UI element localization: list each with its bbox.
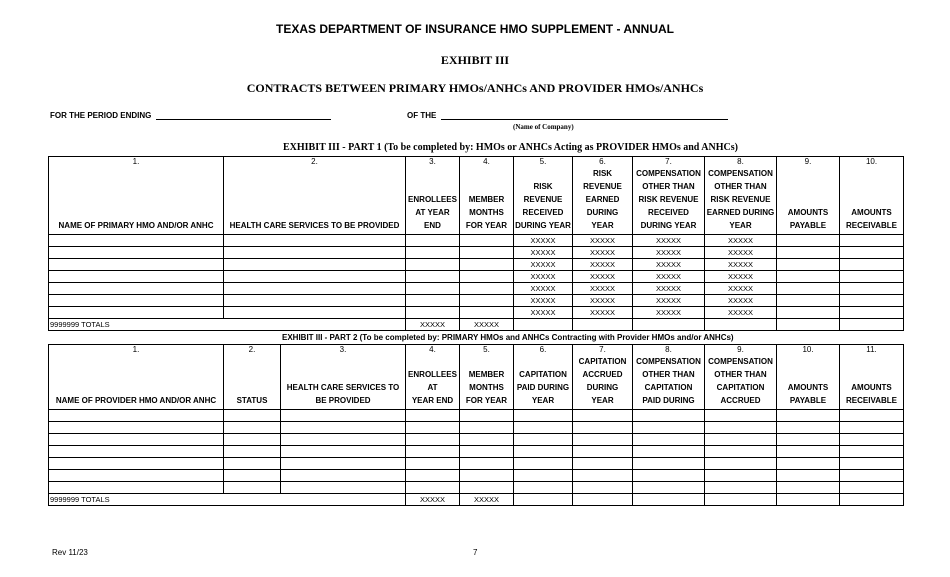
table-cell[interactable]: XXXXX <box>573 283 633 295</box>
column-header-line: MONTHS <box>469 383 504 392</box>
table-cell[interactable] <box>406 259 460 271</box>
table-cell[interactable]: XXXXX <box>514 247 573 259</box>
table-cell[interactable] <box>224 458 281 470</box>
table-cell[interactable] <box>224 235 406 247</box>
table-cell[interactable] <box>224 482 281 494</box>
table-cell[interactable] <box>460 470 514 482</box>
column-header-line: AT YEAR <box>415 208 450 217</box>
column-header-line: REVENUE <box>583 182 622 191</box>
column-number: 7. <box>633 157 705 168</box>
table-cell[interactable] <box>633 482 705 494</box>
column-header-line: CAPITATION <box>578 357 627 366</box>
table-cell[interactable] <box>705 482 777 494</box>
table-cell[interactable] <box>777 470 840 482</box>
table-cell[interactable] <box>49 259 224 271</box>
table-cell[interactable] <box>224 271 406 283</box>
table-cell[interactable] <box>406 235 460 247</box>
column-number: 3. <box>281 345 406 356</box>
table-cell[interactable] <box>633 458 705 470</box>
column-number: 4. <box>460 157 514 168</box>
table-cell[interactable] <box>460 283 514 295</box>
table-cell[interactable]: XXXXX <box>573 307 633 319</box>
table-cell[interactable]: XXXXX <box>705 259 777 271</box>
table-cell[interactable] <box>224 422 281 434</box>
column-header <box>224 167 406 235</box>
page-number: 7 <box>473 548 478 557</box>
table-cell[interactable] <box>281 422 406 434</box>
column-header-line: MEMBER <box>468 195 505 204</box>
totals-row <box>49 494 904 506</box>
table-cell[interactable] <box>49 271 224 283</box>
table-cell[interactable] <box>49 283 224 295</box>
table-cell[interactable] <box>460 422 514 434</box>
column-header <box>777 355 840 410</box>
table-cell[interactable] <box>514 482 573 494</box>
table-cell[interactable] <box>633 446 705 458</box>
table-cell[interactable] <box>840 295 904 307</box>
table-cell[interactable] <box>406 271 460 283</box>
column-header-line: NAME OF PRIMARY HMO AND/OR ANHC <box>58 221 214 230</box>
table-cell[interactable] <box>49 470 224 482</box>
table-row <box>49 434 904 446</box>
table-cell[interactable] <box>406 307 460 319</box>
table-cell[interactable] <box>573 422 633 434</box>
table-cell[interactable] <box>49 247 224 259</box>
table-cell[interactable] <box>573 470 633 482</box>
table-cell[interactable]: XXXXX <box>514 283 573 295</box>
table-cell[interactable] <box>224 434 281 446</box>
column-header <box>224 355 281 410</box>
totals-cell[interactable] <box>514 494 573 506</box>
column-header-line: PAID DURING <box>642 396 695 405</box>
column-header <box>633 167 705 235</box>
table-cell[interactable] <box>49 446 224 458</box>
table-cell[interactable]: XXXXX <box>633 283 705 295</box>
column-header <box>633 355 705 410</box>
table-cell[interactable] <box>777 247 840 259</box>
table-cell[interactable] <box>49 422 224 434</box>
totals-cell[interactable] <box>514 319 573 331</box>
column-number: 5. <box>514 157 573 168</box>
column-header <box>406 355 460 410</box>
totals-row <box>49 319 904 331</box>
column-number: 10. <box>777 345 840 356</box>
column-header-line: REVENUE <box>523 195 563 204</box>
column-header <box>840 355 904 410</box>
table-cell[interactable] <box>49 307 224 319</box>
totals-cell[interactable] <box>705 319 777 331</box>
column-number: 3. <box>406 157 460 168</box>
table-cell[interactable] <box>460 235 514 247</box>
table-cell[interactable] <box>840 458 904 470</box>
table-cell[interactable] <box>460 482 514 494</box>
column-number: 6. <box>514 345 573 356</box>
table-cell[interactable]: XXXXX <box>633 307 705 319</box>
table-cell[interactable] <box>705 470 777 482</box>
column-number: 5. <box>460 345 514 356</box>
column-header-line: COMPENSATION <box>636 169 701 178</box>
column-header-line: COMPENSATION <box>708 169 773 178</box>
table-cell[interactable] <box>406 482 460 494</box>
table-cell[interactable] <box>224 307 406 319</box>
table-cell[interactable] <box>705 434 777 446</box>
table-cell[interactable] <box>406 283 460 295</box>
table-cell[interactable] <box>406 458 460 470</box>
column-number: 2. <box>224 345 281 356</box>
table-cell[interactable] <box>49 482 224 494</box>
table-row <box>49 410 904 422</box>
table-cell[interactable] <box>406 410 460 422</box>
table-cell[interactable]: XXXXX <box>705 307 777 319</box>
totals-cell[interactable]: XXXXX <box>406 494 460 506</box>
table-cell[interactable] <box>281 458 406 470</box>
table-cell[interactable] <box>224 295 406 307</box>
table-cell[interactable] <box>705 458 777 470</box>
column-header-line: RECEIVED <box>648 208 689 217</box>
table-cell[interactable] <box>49 235 224 247</box>
table-cell[interactable] <box>49 434 224 446</box>
table-cell[interactable] <box>281 482 406 494</box>
column-number: 9. <box>705 345 777 356</box>
table-cell[interactable]: XXXXX <box>705 283 777 295</box>
table-cell[interactable] <box>514 422 573 434</box>
table-cell[interactable] <box>777 446 840 458</box>
column-header-line: STATUS <box>236 396 268 405</box>
column-header-line: NAME OF PROVIDER HMO AND/OR ANHC <box>55 396 217 405</box>
exhibit-subtitle: CONTRACTS BETWEEN PRIMARY HMOs/ANHCs AND PROVIDER HMOs/ANHCs <box>246 81 704 95</box>
column-header-line: COMPENSATION <box>708 357 773 366</box>
column-header-line: RISK REVENUE <box>710 195 771 204</box>
table-cell[interactable] <box>460 271 514 283</box>
table-cell[interactable] <box>460 295 514 307</box>
table-cell[interactable] <box>840 482 904 494</box>
totals-cell[interactable] <box>573 319 633 331</box>
table-row <box>49 470 904 482</box>
table-cell[interactable] <box>840 470 904 482</box>
table-cell[interactable]: XXXXX <box>573 295 633 307</box>
column-header-line: FOR YEAR <box>465 221 508 230</box>
column-header <box>406 167 460 235</box>
column-header-line: OTHER THAN <box>642 370 695 379</box>
part1-table <box>48 156 904 331</box>
table-cell[interactable]: XXXXX <box>514 307 573 319</box>
table-cell[interactable] <box>224 259 406 271</box>
column-header-line: PAYABLE <box>789 221 827 230</box>
column-header-line: OTHER THAN <box>642 182 695 191</box>
table-cell[interactable] <box>633 422 705 434</box>
table-cell[interactable] <box>406 422 460 434</box>
column-number: 6. <box>573 157 633 168</box>
column-header-line: RISK <box>533 182 553 191</box>
column-header-line: YEAR <box>591 396 614 405</box>
table-cell[interactable]: XXXXX <box>633 271 705 283</box>
table-cell[interactable] <box>777 458 840 470</box>
table-cell[interactable] <box>281 446 406 458</box>
part2-table <box>48 344 904 506</box>
table-row <box>49 446 904 458</box>
table-cell[interactable]: XXXXX <box>573 271 633 283</box>
part1-title: EXHIBIT III - PART 1 (To be completed by: HMOs or ANHCs Acting as PROVIDER HMOs and ANHCs) <box>283 142 738 153</box>
column-header-line: AMOUNTS <box>851 383 892 392</box>
table-cell[interactable] <box>460 434 514 446</box>
totals-cell[interactable]: XXXXX <box>406 319 460 331</box>
table-cell[interactable] <box>840 247 904 259</box>
column-number: 9. <box>777 157 840 168</box>
column-header-line: YEAR <box>531 396 555 405</box>
column-header-line: YEAR END <box>411 396 454 405</box>
column-header-line: EARNED <box>585 195 620 204</box>
table-cell[interactable] <box>281 434 406 446</box>
column-header-line: MEMBER <box>468 370 505 379</box>
column-header-line: COMPENSATION <box>636 357 701 366</box>
table-cell[interactable]: XXXXX <box>705 295 777 307</box>
totals-cell[interactable]: XXXXX <box>460 494 514 506</box>
table-cell[interactable] <box>224 410 281 422</box>
table-cell[interactable] <box>777 271 840 283</box>
column-header-line: MONTHS <box>469 208 504 217</box>
table-cell[interactable] <box>777 235 840 247</box>
column-number: 10. <box>840 157 904 168</box>
table-cell[interactable] <box>514 458 573 470</box>
table-row <box>49 458 904 470</box>
column-header-line: OTHER THAN <box>714 182 767 191</box>
column-header <box>777 167 840 235</box>
part2-title: EXHIBIT III - PART 2 (To be completed by: PRIMARY HMOs and ANHCs Contracting with Provider HMOs and/or ANHCs) <box>282 333 734 342</box>
column-header-line: HEALTH CARE SERVICES TO BE PROVIDED <box>229 221 400 230</box>
totals-cell[interactable] <box>633 319 705 331</box>
column-header-line: ENROLLEES <box>408 370 457 379</box>
table-cell[interactable] <box>406 446 460 458</box>
table-cell[interactable] <box>777 259 840 271</box>
table-cell[interactable]: XXXXX <box>705 271 777 283</box>
of-the-label: OF THE <box>407 111 437 120</box>
table-cell[interactable] <box>514 410 573 422</box>
table-row <box>49 422 904 434</box>
company-name-input[interactable] <box>441 110 728 120</box>
totals-label: 9999999 TOTALS <box>49 494 406 506</box>
totals-cell[interactable] <box>777 319 840 331</box>
column-header-line: AT <box>427 383 438 392</box>
table-cell[interactable] <box>840 307 904 319</box>
table-cell[interactable] <box>777 283 840 295</box>
period-ending-input[interactable] <box>156 110 331 120</box>
column-header-line: RISK REVENUE <box>638 195 699 204</box>
table-cell[interactable] <box>840 422 904 434</box>
company-field <box>407 110 728 120</box>
totals-label: 9999999 TOTALS <box>49 319 406 331</box>
table-cell[interactable] <box>49 458 224 470</box>
company-name-caption: (Name of Company) <box>513 123 574 131</box>
table-cell[interactable] <box>49 410 224 422</box>
table-cell[interactable] <box>224 283 406 295</box>
column-header-line: CAPITATION <box>519 370 567 379</box>
table-cell[interactable]: XXXXX <box>573 247 633 259</box>
column-header-line: ACCRUED <box>720 396 761 405</box>
table-cell[interactable] <box>840 434 904 446</box>
column-header-line: FOR YEAR <box>465 396 508 405</box>
column-header-line: YEAR <box>729 221 752 230</box>
table-cell[interactable] <box>777 295 840 307</box>
table-cell[interactable]: XXXXX <box>633 259 705 271</box>
table-cell[interactable] <box>840 235 904 247</box>
column-number: 8. <box>633 345 705 356</box>
totals-cell[interactable] <box>840 494 904 506</box>
table-cell[interactable] <box>840 410 904 422</box>
table-cell[interactable]: XXXXX <box>514 271 573 283</box>
table-cell[interactable]: XXXXX <box>633 295 705 307</box>
column-header <box>573 355 633 410</box>
table-cell[interactable] <box>633 470 705 482</box>
table-cell[interactable] <box>406 295 460 307</box>
table-cell[interactable]: XXXXX <box>514 259 573 271</box>
column-header-line: DURING YEAR <box>640 221 697 230</box>
column-header <box>460 355 514 410</box>
table-cell[interactable] <box>406 247 460 259</box>
table-cell[interactable] <box>49 295 224 307</box>
column-header <box>49 355 224 410</box>
column-header-line: AMOUNTS <box>787 208 829 217</box>
table-cell[interactable]: XXXXX <box>705 235 777 247</box>
table-cell[interactable] <box>777 307 840 319</box>
form-title: TEXAS DEPARTMENT OF INSURANCE HMO SUPPLEMENT - ANNUAL <box>275 22 674 36</box>
table-cell[interactable]: XXXXX <box>705 247 777 259</box>
column-header <box>514 355 573 410</box>
column-header <box>573 167 633 235</box>
column-header-line: RECEIVABLE <box>846 396 897 405</box>
table-cell[interactable] <box>573 458 633 470</box>
table-cell[interactable] <box>633 434 705 446</box>
table-cell[interactable] <box>281 410 406 422</box>
table-cell[interactable] <box>514 446 573 458</box>
column-header <box>514 167 573 235</box>
period-ending-label: FOR THE PERIOD ENDING <box>50 111 152 120</box>
column-header-line: CAPITATION <box>716 383 765 392</box>
table-cell[interactable] <box>840 271 904 283</box>
period-ending-field <box>50 110 331 120</box>
column-header-line: AMOUNTS <box>787 383 829 392</box>
column-header-line: CAPITATION <box>644 383 693 392</box>
table-cell[interactable]: XXXXX <box>633 247 705 259</box>
column-number: 1. <box>49 345 224 356</box>
table-cell[interactable] <box>705 422 777 434</box>
table-cell[interactable] <box>777 422 840 434</box>
table-cell[interactable] <box>777 434 840 446</box>
column-header <box>49 167 224 235</box>
table-row <box>49 307 904 319</box>
table-row <box>49 283 904 295</box>
table-cell[interactable] <box>406 434 460 446</box>
table-row <box>49 482 904 494</box>
table-cell[interactable] <box>460 458 514 470</box>
table-cell[interactable] <box>840 259 904 271</box>
table-cell[interactable] <box>840 446 904 458</box>
column-number: 4. <box>406 345 460 356</box>
column-header-line: ACCRUED <box>582 370 623 379</box>
totals-cell[interactable] <box>633 494 705 506</box>
table-row <box>49 295 904 307</box>
table-row <box>49 247 904 259</box>
column-header-line: RISK <box>592 169 613 178</box>
table-cell[interactable] <box>406 470 460 482</box>
table-cell[interactable] <box>460 410 514 422</box>
table-cell[interactable] <box>633 410 705 422</box>
table-cell[interactable] <box>224 247 406 259</box>
table-cell[interactable]: XXXXX <box>633 235 705 247</box>
column-header <box>281 355 406 410</box>
table-cell[interactable] <box>281 470 406 482</box>
table-cell[interactable] <box>460 259 514 271</box>
exhibit-title: EXHIBIT III <box>440 53 510 67</box>
column-number: 11. <box>840 345 904 356</box>
table-row <box>49 271 904 283</box>
column-header-line: ENROLLEES <box>408 195 457 204</box>
totals-cell[interactable] <box>840 319 904 331</box>
column-header-line: HEALTH CARE SERVICES TO <box>286 383 400 392</box>
table-cell[interactable]: XXXXX <box>573 259 633 271</box>
column-header-line: OTHER THAN <box>714 370 767 379</box>
column-number: 2. <box>224 157 406 168</box>
totals-cell[interactable]: XXXXX <box>460 319 514 331</box>
column-header-line: BE PROVIDED <box>315 396 371 405</box>
table-cell[interactable] <box>460 247 514 259</box>
column-header <box>840 167 904 235</box>
table-cell[interactable] <box>224 470 281 482</box>
totals-cell[interactable] <box>777 494 840 506</box>
revision-label: Rev 11/23 <box>52 548 88 557</box>
table-cell[interactable] <box>460 307 514 319</box>
column-number: 7. <box>573 345 633 356</box>
table-cell[interactable] <box>777 482 840 494</box>
table-cell[interactable] <box>514 470 573 482</box>
column-header <box>705 355 777 410</box>
table-cell[interactable] <box>460 446 514 458</box>
column-number: 8. <box>705 157 777 168</box>
column-header <box>460 167 514 235</box>
column-header-line: YEAR <box>591 221 614 230</box>
table-cell[interactable] <box>777 410 840 422</box>
table-row <box>49 235 904 247</box>
column-header <box>705 167 777 235</box>
table-cell[interactable] <box>514 434 573 446</box>
table-cell[interactable]: XXXXX <box>514 295 573 307</box>
column-header-line: DURING <box>586 383 619 392</box>
totals-cell[interactable] <box>705 494 777 506</box>
table-cell[interactable]: XXXXX <box>573 235 633 247</box>
table-cell[interactable] <box>573 410 633 422</box>
table-cell[interactable] <box>573 446 633 458</box>
column-header-line: AMOUNTS <box>851 208 892 217</box>
column-header-line: RECEIVED <box>522 208 564 217</box>
column-header-line: PAID DURING <box>516 383 570 392</box>
table-cell[interactable] <box>840 283 904 295</box>
column-header-line: EARNED DURING <box>706 208 775 217</box>
table-row <box>49 259 904 271</box>
column-header-line: END <box>424 221 441 230</box>
column-header-line: DURING <box>586 208 619 217</box>
table-cell[interactable] <box>573 434 633 446</box>
table-cell[interactable] <box>705 410 777 422</box>
column-header-line: PAYABLE <box>789 396 827 405</box>
totals-cell[interactable] <box>573 494 633 506</box>
table-cell[interactable]: XXXXX <box>514 235 573 247</box>
table-cell[interactable] <box>224 446 281 458</box>
column-header-line: DURING YEAR <box>515 221 571 230</box>
table-cell[interactable] <box>573 482 633 494</box>
column-number: 1. <box>49 157 224 168</box>
column-header-line: RECEIVABLE <box>846 221 897 230</box>
table-cell[interactable] <box>705 446 777 458</box>
